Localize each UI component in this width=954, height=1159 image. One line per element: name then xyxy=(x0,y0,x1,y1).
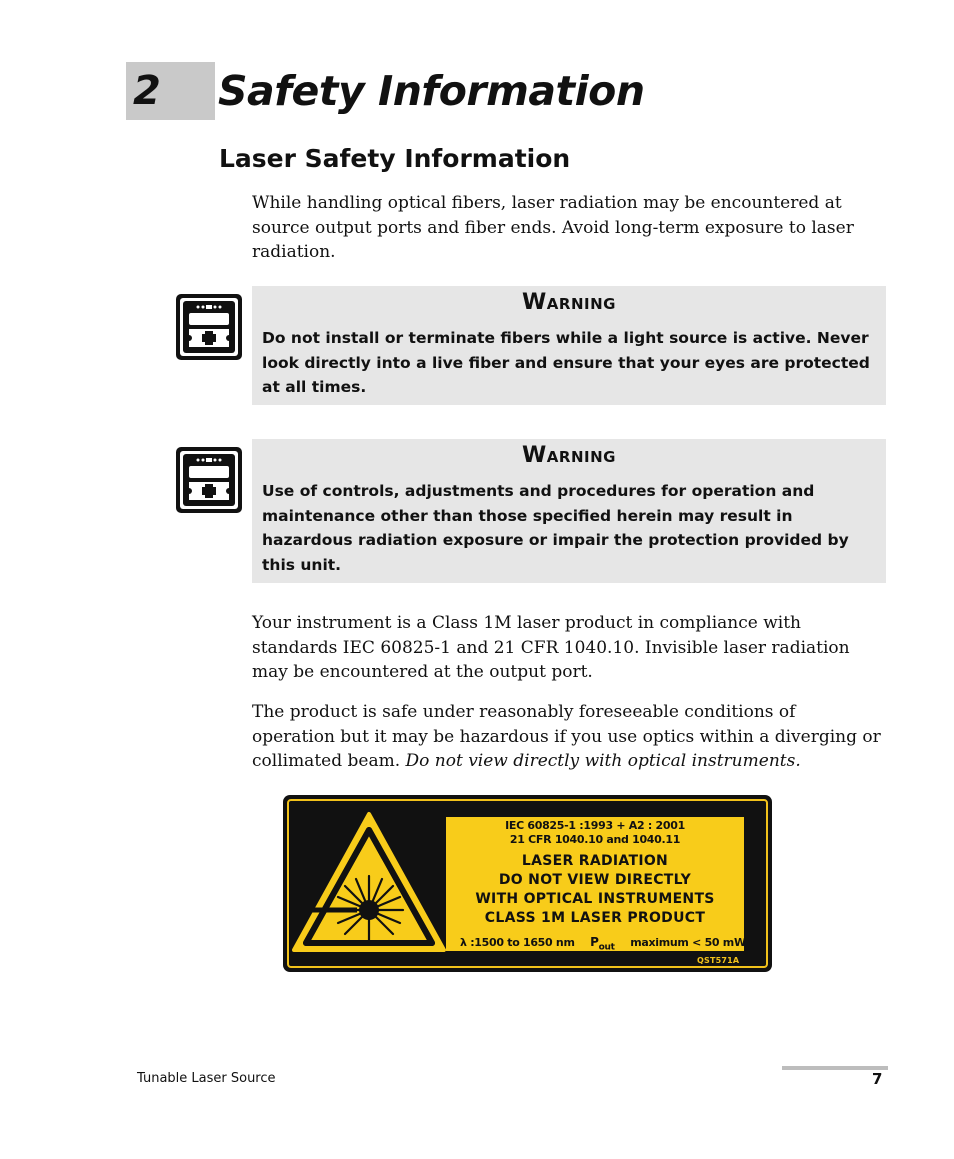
label-power: maximum < 50 mW xyxy=(630,936,746,949)
laser-hazard-triangle-icon xyxy=(290,810,448,956)
ambulance-warning-icon xyxy=(175,446,243,514)
class-info-paragraph: Your instrument is a Class 1M laser product in compliance with standards IEC 60825-1 and 21 CFR 1040.10. Invisible laser radiation may be encountered at the output port. xyxy=(252,613,850,682)
label-pout-main: P xyxy=(590,935,599,949)
label-warning-line: WITH OPTICAL INSTRUMENTS xyxy=(475,891,715,907)
warning-text: Do not install or terminate fibers while a light source is active. Never look directly into a live fiber and ensure that your eyes are protected at all times. xyxy=(262,329,870,396)
safe-use-paragraph xyxy=(252,700,882,774)
label-pout xyxy=(590,935,615,953)
safe-use-text: The product is safe under reasonably foreseeable conditions of operation but it may be hazardous if you use optics within a diverging or collimated beam. xyxy=(252,702,881,771)
label-wavelength: λ :1500 to 1650 nm xyxy=(460,936,575,949)
ambulance-warning-icon xyxy=(175,293,243,361)
chapter-title: Safety Information xyxy=(218,67,645,115)
warning-title: Warning xyxy=(522,443,616,468)
warning-box xyxy=(252,286,886,405)
warning-text: Use of controls, adjustments and procedures for operation and maintenance other than those specified herein may result in hazardous radiation exposure or impair the protection provided by this unit. xyxy=(262,482,849,574)
label-standard-1: IEC 60825-1 :1993 + A2 : 2001 xyxy=(505,819,685,832)
footer-document-title: Tunable Laser Source xyxy=(137,1071,276,1086)
label-warning-line: DO NOT VIEW DIRECTLY xyxy=(498,872,692,888)
label-spec-line xyxy=(460,935,758,952)
label-warning-line: CLASS 1M LASER PRODUCT xyxy=(484,910,706,926)
chapter-number: 2 xyxy=(133,68,161,114)
warning-title: Warning xyxy=(522,290,616,315)
label-pout-sub: out xyxy=(598,942,615,953)
label-standard-2: 21 CFR 1040.10 and 1040.11 xyxy=(509,833,681,846)
section-title: Laser Safety Information xyxy=(219,144,571,173)
warning-box xyxy=(252,439,886,583)
laser-label-textbox xyxy=(446,817,744,951)
page-number: 7 xyxy=(872,1070,883,1088)
label-warning-line: LASER RADIATION xyxy=(521,853,669,869)
intro-paragraph: While handling optical fibers, laser radiation may be encountered at source output ports and fiber ends. Avoid long-term exposure to laser radiation. xyxy=(252,193,854,262)
safe-use-emphasis: Do not view directly with optical instruments. xyxy=(405,751,801,771)
label-code: QST571A xyxy=(697,956,740,965)
